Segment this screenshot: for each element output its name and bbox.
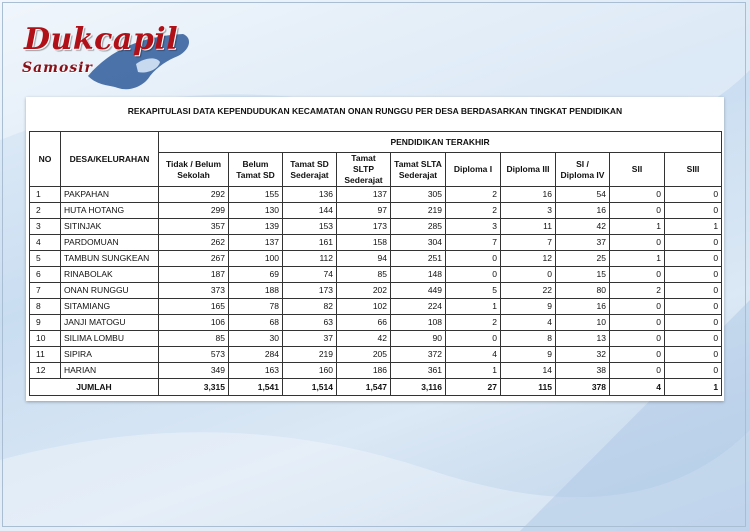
row-value: 0 [665, 267, 722, 283]
row-value: 11 [501, 219, 556, 235]
row-value: 224 [391, 299, 446, 315]
header-desa: DESA/KELURAHAN [61, 132, 159, 187]
logo-subtitle: Samosir [22, 60, 93, 76]
header-column: SII [610, 153, 665, 187]
row-value: 9 [501, 347, 556, 363]
row-value: 1 [446, 363, 501, 379]
row-value: 144 [283, 203, 337, 219]
row-value: 78 [229, 299, 283, 315]
row-value: 16 [556, 299, 610, 315]
row-value: 202 [337, 283, 391, 299]
row-value: 14 [501, 363, 556, 379]
total-value: 1 [665, 379, 722, 396]
header-column: Tamat SLTA Sederajat [391, 153, 446, 187]
row-value: 219 [391, 203, 446, 219]
row-desa: HUTA HOTANG [61, 203, 159, 219]
row-desa: RINABOLAK [61, 267, 159, 283]
row-value: 42 [337, 331, 391, 347]
row-value: 2 [610, 283, 665, 299]
row-value: 1 [665, 219, 722, 235]
row-value: 173 [283, 283, 337, 299]
row-value: 1 [610, 219, 665, 235]
row-value: 102 [337, 299, 391, 315]
row-value: 1 [610, 251, 665, 267]
row-desa: HARIAN [61, 363, 159, 379]
row-value: 187 [159, 267, 229, 283]
row-value: 165 [159, 299, 229, 315]
row-value: 66 [337, 315, 391, 331]
row-value: 0 [610, 363, 665, 379]
row-value: 0 [665, 331, 722, 347]
row-number: 4 [30, 235, 61, 251]
row-value: 155 [229, 187, 283, 203]
table-row [30, 347, 722, 363]
row-value: 373 [159, 283, 229, 299]
row-value: 163 [229, 363, 283, 379]
row-value: 292 [159, 187, 229, 203]
row-value: 0 [665, 251, 722, 267]
row-number: 6 [30, 267, 61, 283]
row-value: 10 [556, 315, 610, 331]
row-value: 0 [665, 315, 722, 331]
row-value: 251 [391, 251, 446, 267]
row-value: 15 [556, 267, 610, 283]
row-value: 7 [446, 235, 501, 251]
row-value: 0 [610, 331, 665, 347]
row-value: 90 [391, 331, 446, 347]
row-desa: SITAMIANG [61, 299, 159, 315]
row-value: 153 [283, 219, 337, 235]
total-label: JUMLAH [30, 379, 159, 396]
row-value: 160 [283, 363, 337, 379]
row-value: 267 [159, 251, 229, 267]
row-value: 573 [159, 347, 229, 363]
header-column: Tamat SLTP Sederajat [337, 153, 391, 187]
row-value: 0 [665, 283, 722, 299]
row-value: 0 [665, 203, 722, 219]
row-value: 372 [391, 347, 446, 363]
total-row [30, 379, 722, 396]
row-number: 12 [30, 363, 61, 379]
header-column: SI / Diploma IV [556, 153, 610, 187]
document-sheet [26, 97, 724, 401]
row-value: 68 [229, 315, 283, 331]
row-value: 0 [610, 299, 665, 315]
education-table [29, 131, 722, 396]
row-value: 9 [501, 299, 556, 315]
row-number: 11 [30, 347, 61, 363]
header-column: Diploma I [446, 153, 501, 187]
row-desa: PARDOMUAN [61, 235, 159, 251]
table-row [30, 283, 722, 299]
row-value: 188 [229, 283, 283, 299]
total-value: 1,514 [283, 379, 337, 396]
header-column: Tamat SD Sederajat [283, 153, 337, 187]
row-value: 4 [446, 347, 501, 363]
row-value: 158 [337, 235, 391, 251]
row-value: 12 [501, 251, 556, 267]
row-value: 106 [159, 315, 229, 331]
row-desa: PAKPAHAN [61, 187, 159, 203]
row-value: 37 [556, 235, 610, 251]
total-value: 1,547 [337, 379, 391, 396]
row-value: 2 [446, 187, 501, 203]
row-value: 37 [283, 331, 337, 347]
document-title: REKAPITULASI DATA KEPENDUDUKAN KECAMATAN ONAN RUNGGU PER DESA BERDASARKAN TINGKAT PENDIDIKAN [127, 106, 623, 116]
table-row [30, 219, 722, 235]
row-desa: ONAN RUNGGU [61, 283, 159, 299]
row-value: 16 [501, 187, 556, 203]
row-value: 299 [159, 203, 229, 219]
row-value: 32 [556, 347, 610, 363]
total-value: 4 [610, 379, 665, 396]
row-desa: SIPIRA [61, 347, 159, 363]
row-value: 186 [337, 363, 391, 379]
row-value: 13 [556, 331, 610, 347]
row-value: 361 [391, 363, 446, 379]
row-value: 262 [159, 235, 229, 251]
row-value: 42 [556, 219, 610, 235]
row-value: 16 [556, 203, 610, 219]
row-value: 130 [229, 203, 283, 219]
row-value: 85 [337, 267, 391, 283]
row-value: 0 [610, 235, 665, 251]
row-value: 0 [665, 235, 722, 251]
row-desa: SILIMA LOMBU [61, 331, 159, 347]
header-column: SIII [665, 153, 722, 187]
table-row [30, 315, 722, 331]
row-value: 112 [283, 251, 337, 267]
total-value: 378 [556, 379, 610, 396]
row-value: 137 [337, 187, 391, 203]
table-row [30, 363, 722, 379]
table-row [30, 203, 722, 219]
row-value: 85 [159, 331, 229, 347]
row-value: 0 [665, 347, 722, 363]
row-value: 5 [446, 283, 501, 299]
row-value: 449 [391, 283, 446, 299]
row-number: 2 [30, 203, 61, 219]
row-value: 0 [610, 187, 665, 203]
row-value: 3 [501, 203, 556, 219]
row-value: 69 [229, 267, 283, 283]
row-value: 0 [446, 331, 501, 347]
row-value: 161 [283, 235, 337, 251]
row-value: 284 [229, 347, 283, 363]
row-value: 285 [391, 219, 446, 235]
row-value: 0 [501, 267, 556, 283]
row-value: 30 [229, 331, 283, 347]
row-value: 108 [391, 315, 446, 331]
row-value: 8 [501, 331, 556, 347]
row-desa: JANJI MATOGU [61, 315, 159, 331]
total-value: 27 [446, 379, 501, 396]
row-value: 0 [610, 315, 665, 331]
row-value: 137 [229, 235, 283, 251]
header-group: PENDIDIKAN TERAKHIR [159, 132, 722, 153]
row-value: 54 [556, 187, 610, 203]
row-value: 148 [391, 267, 446, 283]
logo-title: Dukcapil [24, 22, 179, 57]
total-value: 3,116 [391, 379, 446, 396]
header-no: NO [30, 132, 61, 187]
row-value: 63 [283, 315, 337, 331]
row-value: 0 [665, 187, 722, 203]
row-value: 74 [283, 267, 337, 283]
header-column: Belum Tamat SD [229, 153, 283, 187]
row-number: 9 [30, 315, 61, 331]
row-value: 94 [337, 251, 391, 267]
row-value: 2 [446, 315, 501, 331]
row-value: 139 [229, 219, 283, 235]
row-value: 136 [283, 187, 337, 203]
row-value: 304 [391, 235, 446, 251]
row-number: 1 [30, 187, 61, 203]
row-value: 3 [446, 219, 501, 235]
table-row [30, 251, 722, 267]
row-value: 22 [501, 283, 556, 299]
row-number: 8 [30, 299, 61, 315]
row-value: 0 [665, 363, 722, 379]
row-value: 80 [556, 283, 610, 299]
table-row [30, 299, 722, 315]
row-value: 1 [446, 299, 501, 315]
row-value: 38 [556, 363, 610, 379]
row-number: 3 [30, 219, 61, 235]
row-desa: TAMBUN SUNGKEAN [61, 251, 159, 267]
total-value: 1,541 [229, 379, 283, 396]
header-column: Diploma III [501, 153, 556, 187]
table-row [30, 267, 722, 283]
row-number: 7 [30, 283, 61, 299]
row-value: 305 [391, 187, 446, 203]
row-value: 4 [501, 315, 556, 331]
row-value: 82 [283, 299, 337, 315]
table-row [30, 331, 722, 347]
row-value: 173 [337, 219, 391, 235]
row-value: 205 [337, 347, 391, 363]
row-value: 219 [283, 347, 337, 363]
total-value: 115 [501, 379, 556, 396]
row-value: 25 [556, 251, 610, 267]
dukcapil-logo [18, 16, 208, 96]
row-value: 7 [501, 235, 556, 251]
row-value: 349 [159, 363, 229, 379]
table-row [30, 235, 722, 251]
row-value: 0 [446, 267, 501, 283]
row-value: 0 [665, 299, 722, 315]
header-column: Tidak / Belum Sekolah [159, 153, 229, 187]
row-value: 357 [159, 219, 229, 235]
row-value: 0 [610, 203, 665, 219]
row-value: 0 [446, 251, 501, 267]
row-value: 100 [229, 251, 283, 267]
row-number: 10 [30, 331, 61, 347]
row-value: 0 [610, 347, 665, 363]
total-value: 3,315 [159, 379, 229, 396]
row-value: 97 [337, 203, 391, 219]
row-value: 0 [610, 267, 665, 283]
table-row [30, 187, 722, 203]
row-desa: SITINJAK [61, 219, 159, 235]
row-value: 2 [446, 203, 501, 219]
row-number: 5 [30, 251, 61, 267]
